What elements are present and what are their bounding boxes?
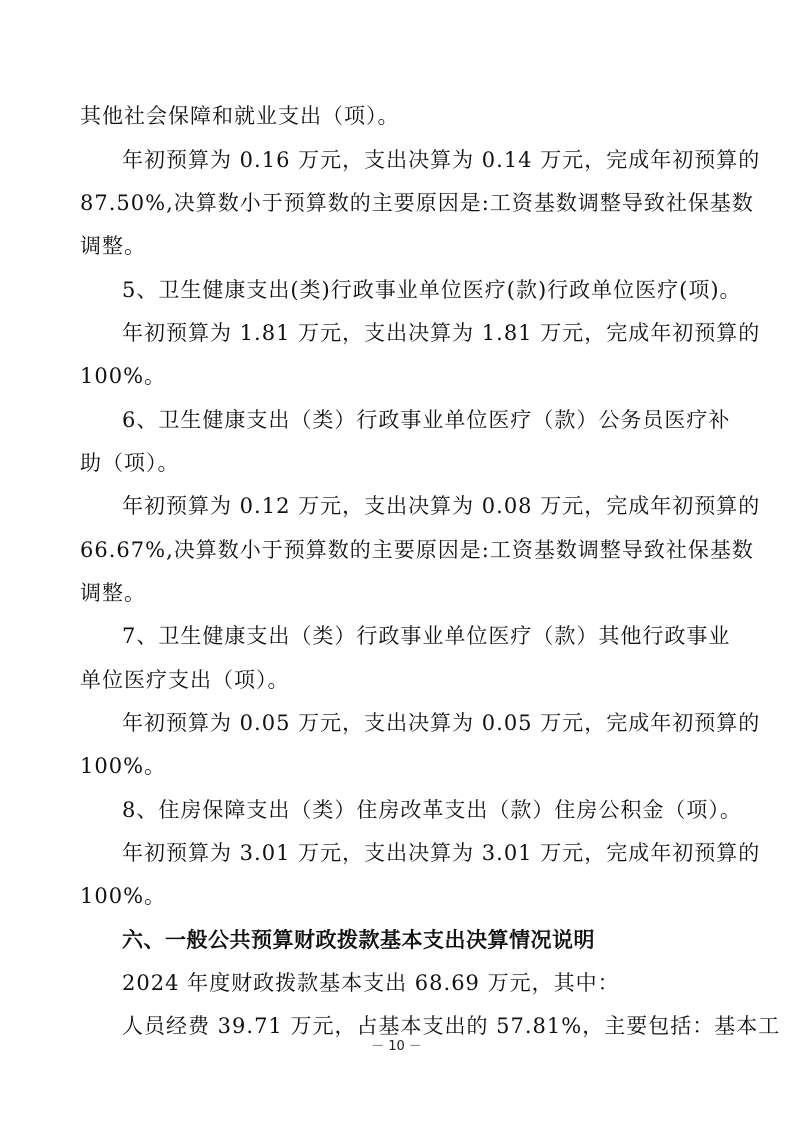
text-line: 100%。 <box>80 364 167 388</box>
text-line: 66.67%,决算数小于预算数的主要原因是:工资基数调整导致社保基数 <box>80 538 754 562</box>
text-line: 人员经费 39.71 万元，占基本支出的 57.81%，主要包括：基本工 <box>122 1014 781 1038</box>
text-line: 助（项）。 <box>80 451 180 475</box>
text-line: 2024 年度财政拨款基本支出 68.69 万元，其中： <box>122 971 620 995</box>
section-item-6: 6、卫生健康支出（类）行政事业单位医疗（款）公务员医疗补 <box>122 408 731 432</box>
text-line: 87.50%,决算数小于预算数的主要原因是:工资基数调整导致社保基数 <box>80 191 754 215</box>
section-item-7: 7、卫生健康支出（类）行政事业单位医疗（款）其他行政事业 <box>122 624 731 648</box>
text-line: 其他社会保障和就业支出（项）。 <box>80 104 400 128</box>
text-line: 100%。 <box>80 884 167 908</box>
text-line: 调整。 <box>80 234 146 258</box>
text-line: 年初预算为 0.12 万元，支出决算为 0.08 万元，完成年初预算的 <box>122 494 761 518</box>
page-number: － 10 － <box>371 1039 422 1054</box>
text-line: 100%。 <box>80 754 167 778</box>
section-item-8: 8、住房保障支出（类）住房改革支出（款）住房公积金（项）。 <box>122 798 742 822</box>
section-item-5: 5、卫生健康支出(类)行政事业单位医疗(款)行政单位医疗(项)。 <box>122 278 742 302</box>
text-line: 调整。 <box>80 581 146 605</box>
text-line: 年初预算为 0.16 万元，支出决算为 0.14 万元，完成年初预算的 <box>122 148 761 172</box>
text-line: 年初预算为 3.01 万元，支出决算为 3.01 万元，完成年初预算的 <box>122 841 761 865</box>
text-line: 年初预算为 1.81 万元，支出决算为 1.81 万元，完成年初预算的 <box>122 321 761 345</box>
section-heading: 六、一般公共预算财政拨款基本支出决算情况说明 <box>122 928 595 952</box>
text-line: 单位医疗支出（项）。 <box>80 668 290 692</box>
text-line: 年初预算为 0.05 万元，支出决算为 0.05 万元，完成年初预算的 <box>122 711 761 735</box>
